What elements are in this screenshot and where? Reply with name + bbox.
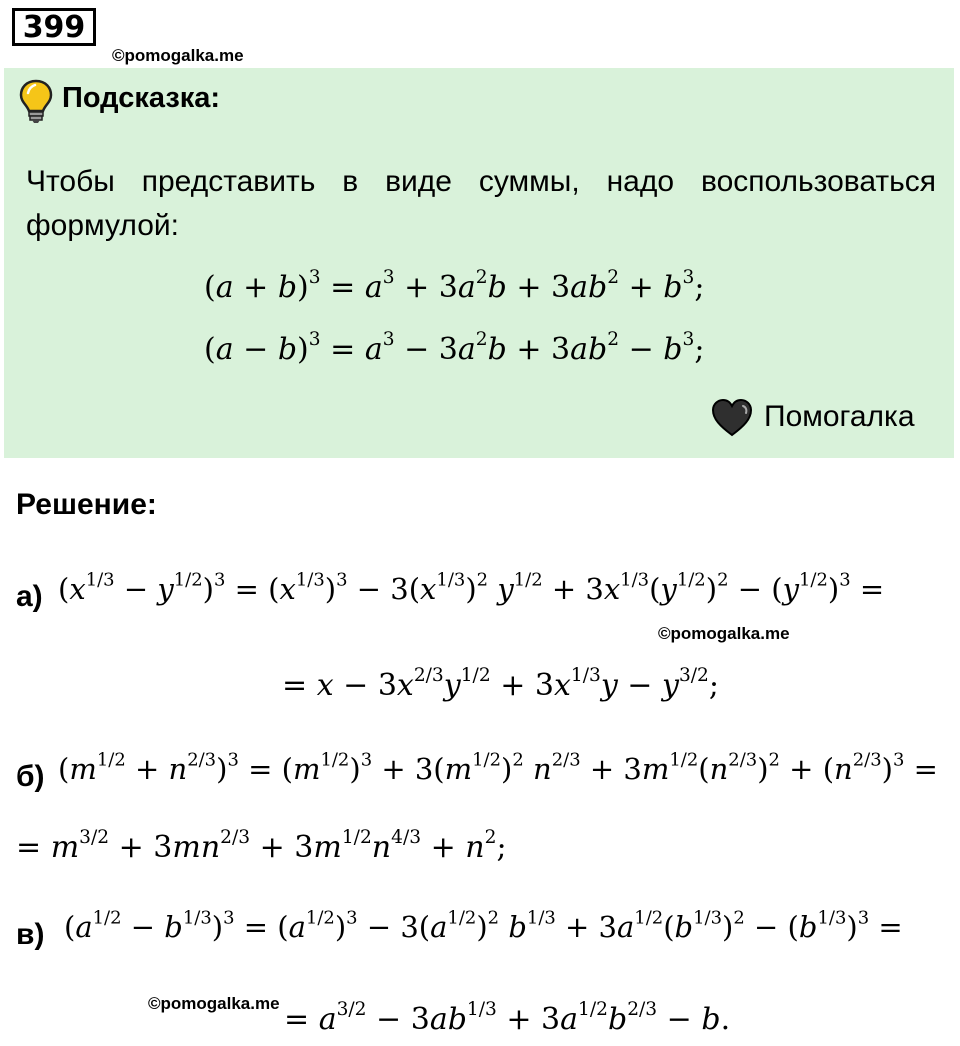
lightbulb-icon — [18, 78, 54, 124]
hint-box — [4, 68, 954, 458]
item-label-b: б) — [16, 760, 45, 793]
hint-formula-2: $(a - b)^3 = a^3 - 3a^2b + 3ab^2 - b^3$; — [204, 329, 705, 367]
hint-text: Чтобы представить в виде суммы, надо воспользоваться формулой: — [26, 165, 936, 242]
item-b-line-2: = $m^{3/2} + 3mn^{2/3} + 3m^{1/2}n^{4/3} + n^2$; — [16, 827, 507, 865]
item-c-line-2: = $a^{3/2} - 3ab^{1/3} + 3a^{1/2}b^{2/3} - b$. — [284, 999, 731, 1037]
watermark: ©pomogalka.me — [112, 46, 244, 65]
item-label-c: в) — [16, 918, 45, 951]
item-label-a: а) — [16, 580, 43, 613]
watermark: ©pomogalka.me — [658, 624, 790, 643]
solution-title: Решение: — [16, 488, 157, 521]
hint-formula-1: $(a + b)^3 = a^3 + 3a^2b + 3ab^2 + b^3$; — [204, 267, 705, 305]
item-a-line-1: $(x^{1/3} - y^{1/2})^3 = (x^{1/3})^3 - 3(x^{1/3})^2$ $y^{1/2} + 3x^{1/3}(y^{1/2})^2 - (y^{1/2})^3$ = — [58, 569, 885, 606]
watermark: ©pomogalka.me — [148, 994, 280, 1013]
brand-name: Помогалка — [764, 400, 915, 433]
hint-title: Подсказка: — [62, 82, 221, 114]
item-c-line-1: $(a^{1/2} - b^{1/3})^3 = (a^{1/2})^3 - 3(a^{1/2})^2$ $b^{1/3} + 3a^{1/2}(b^{1/3})^2 - (b^{1/3})^3$ = — [64, 907, 903, 944]
item-a-line-2: = $x - 3x^{2/3}y^{1/2} + 3x^{1/3}y - y^{3/2}$; — [282, 665, 719, 703]
item-b-line-1: $(m^{1/2} + n^{2/3})^3 = (m^{1/2})^3 + 3(m^{1/2})^2$ $n^{2/3} + 3m^{1/2}(n^{2/3})^2 + (n^{2/3})^3$ = — [58, 749, 938, 786]
problem-number: 399 — [12, 8, 96, 46]
heart-icon — [710, 398, 754, 438]
